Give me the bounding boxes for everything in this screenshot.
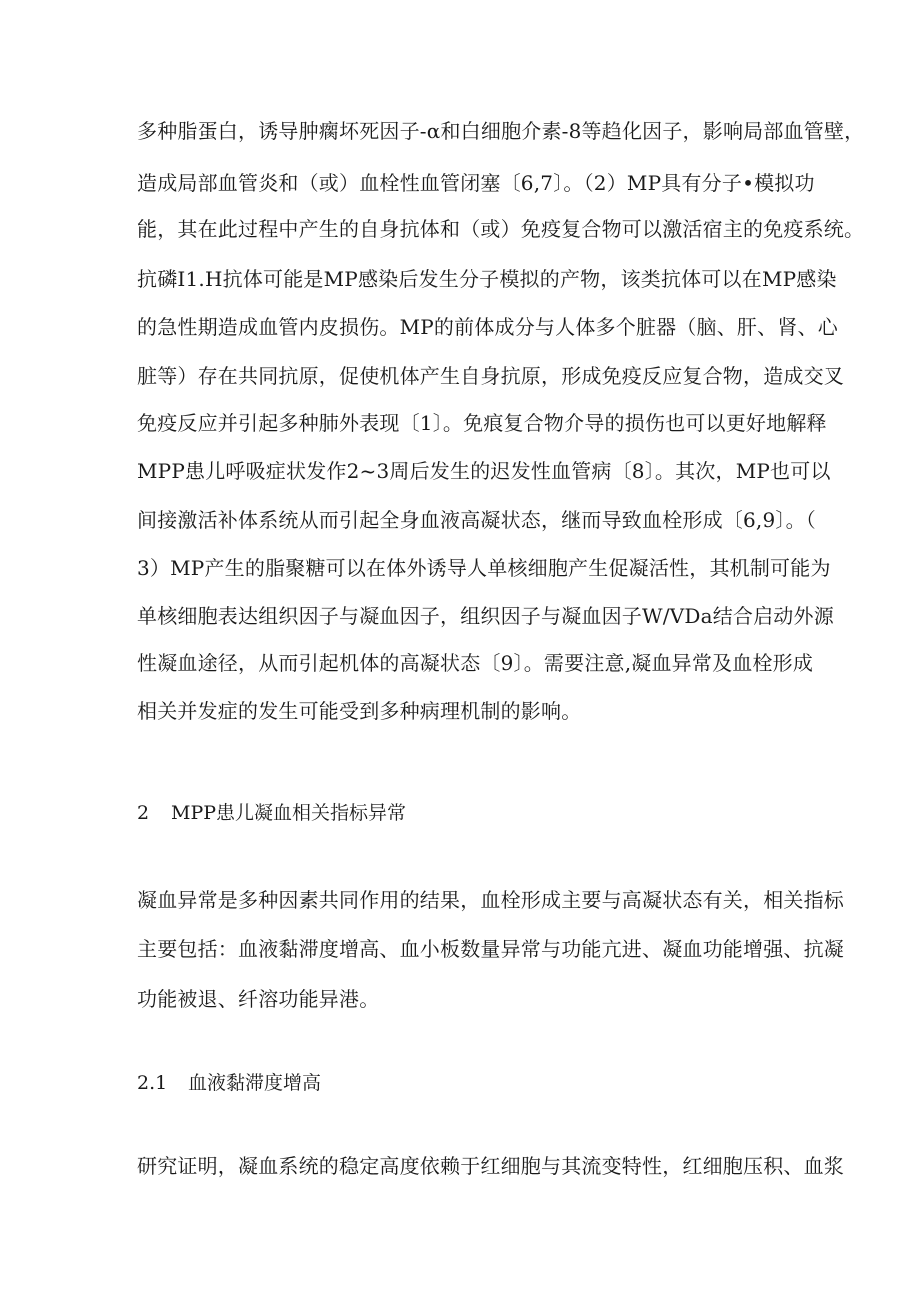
- text-line: 功能被退、纤溶功能异港。: [137, 987, 380, 1011]
- text-line: 研究证明，凝血系统的稳定高度依赖于红细胞与其流变特性，红细胞压积、血浆: [137, 1154, 844, 1178]
- text-line: 多种脂蛋白，诱导肿瘸坏死因子-α和白细胞介素-8等趋化因子，影响局部血管壁，: [137, 119, 865, 143]
- text-line: 性凝血途径，从而引起机体的高凝状态〔9〕。需要注意,凝血异常及血栓形成: [137, 651, 814, 675]
- subsection-number: 2.1: [137, 1072, 168, 1094]
- text-line: 凝血异常是多种因素共同作用的结果，血栓形成主要与高凝状态有关，相关指标: [137, 888, 844, 912]
- text-line: 3）MP产生的脂聚糖可以在体外诱导人单核细胞产生促凝活性，其机制可能为: [137, 556, 831, 580]
- text-line: 主要包括：血液黏滞度增高、血小板数量异常与功能亢进、凝血功能增强、抗凝: [137, 937, 844, 961]
- text-line: MPP患儿呼吸症状发作2~3周后发生的迟发性血管病〔8〕。其次，MP也可以: [137, 459, 831, 483]
- text-line: 免疫反应并引起多种肺外表现〔1〕。免痕复合物介导的损伤也可以更好地解释: [137, 411, 827, 435]
- subsection-title: 血液黏滞度增高: [188, 1072, 322, 1094]
- text-line: 造成局部血管炎和（或）血栓性血管闭塞〔6,7〕。（2）MP具有分子•模拟功: [137, 171, 815, 195]
- section-number: 2: [137, 802, 150, 824]
- text-line: 单核细胞表达组织因子与凝血因子，组织因子与凝血因子W/VDa结合启动外源: [137, 604, 834, 628]
- text-line: 能，其在此过程中产生的自身抗体和（或）免疫复合物可以激活宿主的免疫系统。: [137, 217, 865, 241]
- section-title: MPP患儿凝血相关指标异常: [171, 802, 407, 824]
- text-line: 的急性期造成血管内皮损伤。MP的前体成分与人体多个脏器（脑、肝、肾、心: [137, 315, 838, 339]
- text-line: 脏等）存在共同抗原，促使机体产生自身抗原，形成免疫反应复合物，造成交叉: [137, 364, 844, 388]
- subsection-heading: [137, 1069, 321, 1097]
- text-line: 相关并发症的发生可能受到多种病理机制的影响。: [137, 699, 582, 723]
- text-line: 间接激活补体系统从而引起全身血液高凝状态，继而导致血栓形成〔6,9〕。（: [137, 508, 817, 532]
- text-line: 抗磷I1.H抗体可能是MP感染后发生分子模拟的产物，该类抗体可以在MP感染: [137, 267, 837, 291]
- section-heading: [137, 799, 406, 827]
